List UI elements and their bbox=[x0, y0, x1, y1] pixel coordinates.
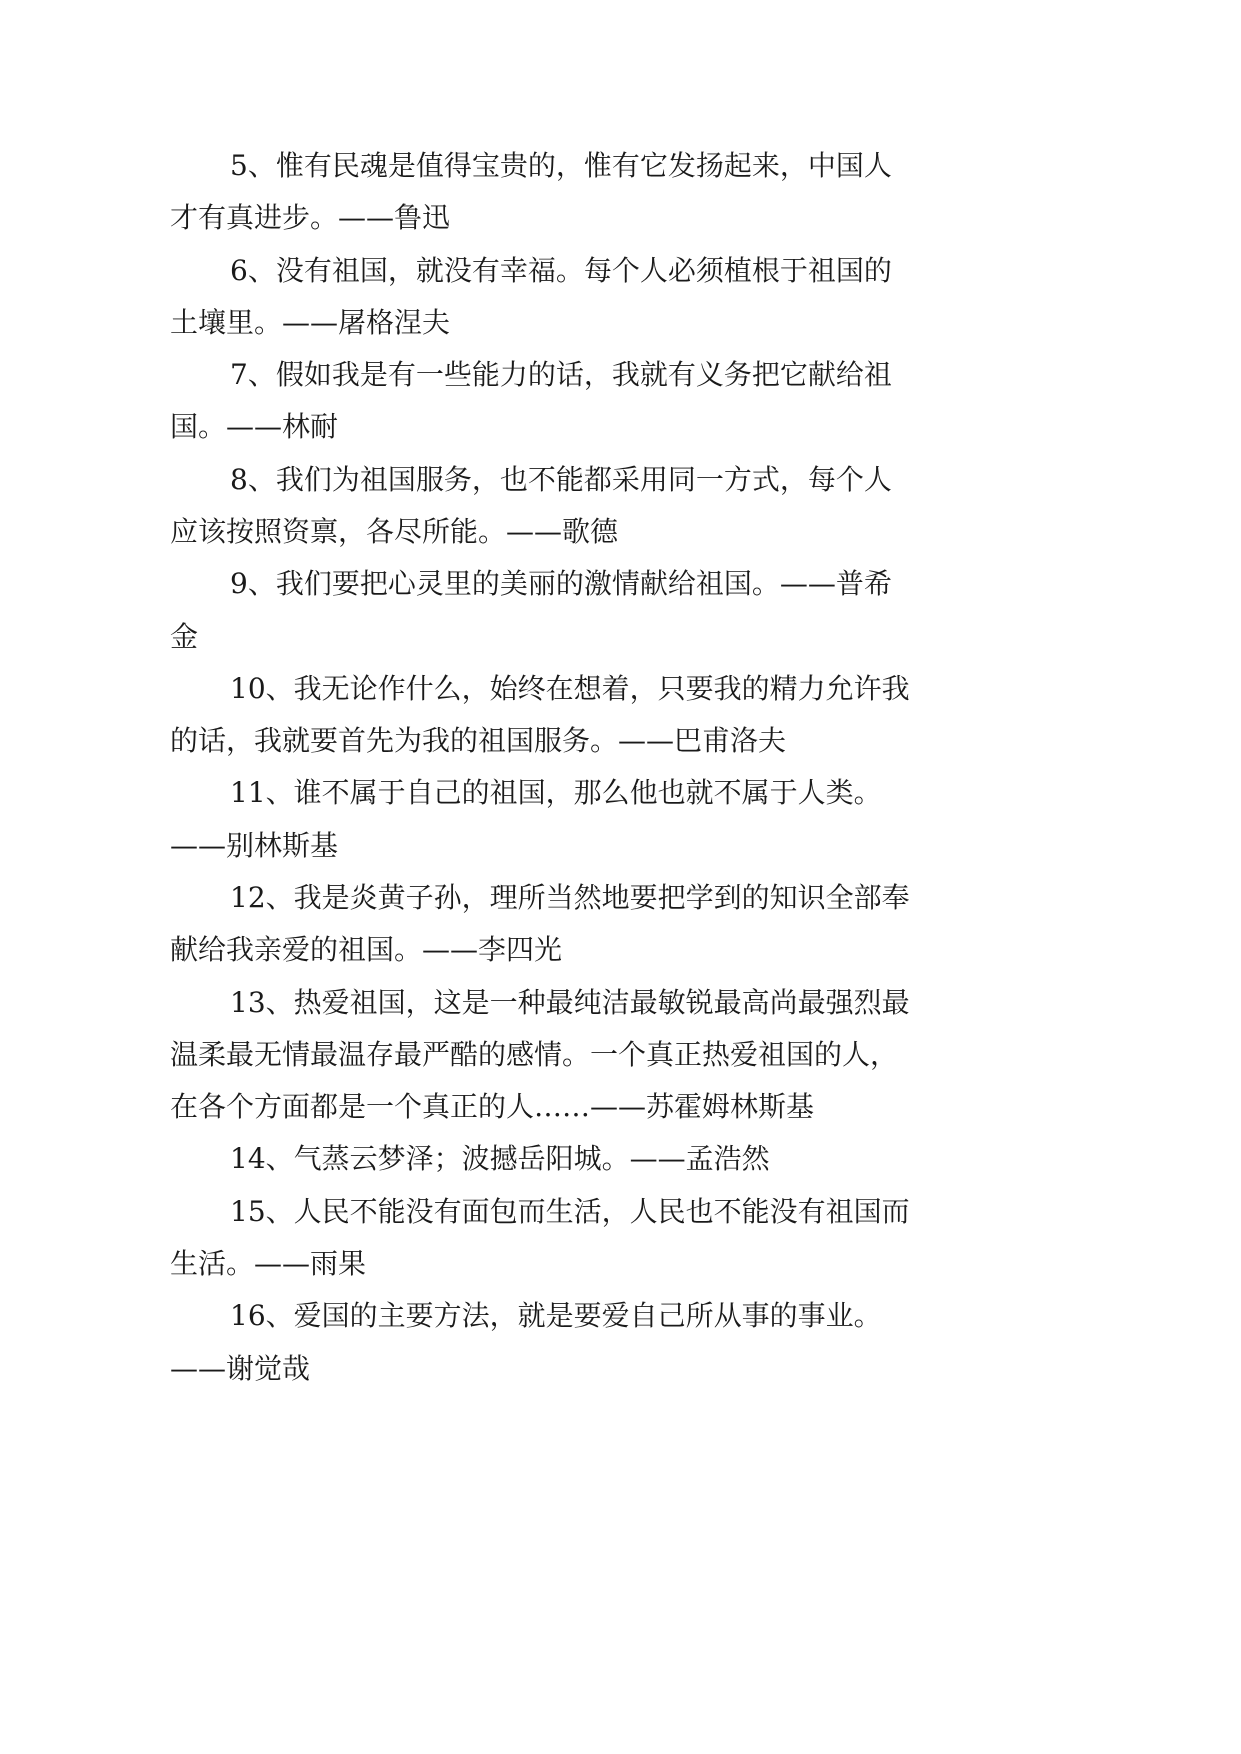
text-line: 10、我无论作什么，始终在想着，只要我的精力允许我 bbox=[230, 672, 910, 705]
text-line: 生活。——雨果 bbox=[170, 1247, 367, 1280]
text-line: 11、谁不属于自己的祖国，那么他也就不属于人类。 bbox=[230, 776, 882, 809]
text-line: 温柔最无情最温存最严酷的感情。一个真正热爱祖国的人， bbox=[170, 1038, 899, 1071]
text-line: 8、我们为祖国服务，也不能都采用同一方式，每个人 bbox=[230, 463, 892, 496]
text-line: 14、气蒸云梦泽；波撼岳阳城。——孟浩然 bbox=[230, 1142, 770, 1175]
text-line: 12、我是炎黄子孙，理所当然地要把学到的知识全部奉 bbox=[230, 881, 910, 914]
text-line: 应该按照资禀，各尽所能。——歌德 bbox=[170, 515, 619, 548]
text-line: 9、我们要把心灵里的美丽的激情献给祖国。——普希 bbox=[230, 567, 892, 600]
text-line: 国。——林耐 bbox=[170, 410, 339, 443]
text-line: 13、热爱祖国，这是一种最纯洁最敏锐最高尚最强烈最 bbox=[230, 986, 910, 1019]
text-line: 金 bbox=[170, 620, 199, 653]
text-line: 7、假如我是有一些能力的话，我就有义务把它献给祖 bbox=[230, 358, 892, 391]
text-line: ——别林斯基 bbox=[170, 829, 339, 862]
text-line: 的话，我就要首先为我的祖国服务。——巴甫洛夫 bbox=[170, 724, 787, 757]
text-line: 15、人民不能没有面包而生活，人民也不能没有祖国而 bbox=[230, 1195, 910, 1228]
text-line: 6、没有祖国，就没有幸福。每个人必须植根于祖国的 bbox=[230, 254, 892, 287]
text-line: 5、惟有民魂是值得宝贵的，惟有它发扬起来，中国人 bbox=[230, 149, 892, 182]
text-line: 才有真进步。——鲁迅 bbox=[170, 201, 451, 234]
text-line: 16、爱国的主要方法，就是要爱自己所从事的事业。 bbox=[230, 1299, 882, 1332]
text-line: 献给我亲爱的祖国。——李四光 bbox=[170, 933, 563, 966]
text-line: 在各个方面都是一个真正的人……——苏霍姆林斯基 bbox=[170, 1090, 815, 1123]
text-line: 土壤里。——屠格涅夫 bbox=[170, 306, 451, 339]
text-line: ——谢觉哉 bbox=[170, 1352, 311, 1385]
